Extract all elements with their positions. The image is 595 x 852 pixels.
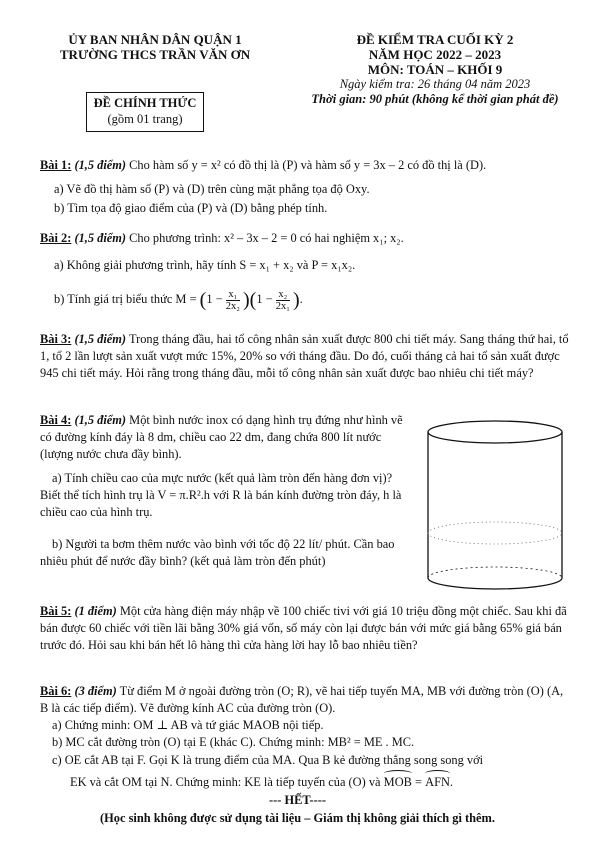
q4-a: a) Tính chiều cao của mực nước (kết quả làm tròn đến hàng đơn vị)? Biết thể tích hình trụ là V = π.R².h với R là bán kính đường tròn đáy, h là chiều cao của hình trụ. (40, 471, 402, 519)
q5-text: Một cửa hàng điện máy nhập về 100 chiếc tivi với giá 10 triệu đồng một chiếc. Sau khi đã bán được 60 chiếc với tiền lãi bằng 30% giá vốn, số máy còn lại được bán với mức giá bằng 65% giá bán trước đó. Hỏi sau khi bán hết lô hàng thì cửa hàng lời hay lỗ bao nhiêu tiền? (40, 604, 567, 652)
q3-text: Trong tháng đầu, hai tổ công nhân sản xuất được 800 chi tiết máy. Sang tháng thứ hai, tổ 1, tổ 2 lần lượt sản xuất vượt mức 15%, 20% so với tháng đầu. Do đó, cuối tháng cả hai tổ sản xuất được 945 chi tiết máy. Hỏi rằng trong tháng đầu, mỗi tổ công nhân sản xuất được bao nhiêu chi tiết máy? (40, 332, 569, 380)
q2-points: (1,5 điểm) (74, 231, 127, 245)
q2-stem (40, 230, 570, 247)
q1-a: a) Vẽ đồ thị hàm số (P) và (D) trên cùng mặt phẳng tọa độ Oxy. (54, 182, 370, 196)
q4-points: (1,5 điểm) (74, 413, 127, 427)
q6-b: b) MC cắt đường tròn (O) tại E (khác C). Chứng minh: MB² = ME . MC. (52, 735, 415, 749)
arc-mob: MOB (383, 775, 412, 789)
school-year: NĂM HỌC 2022 – 2023 (368, 47, 502, 62)
q6-c2-prefix: EK và cắt OM tại N. Chứng minh: KE là tiếp tuyến của (O) và (70, 775, 381, 789)
q2-label: Bài 2: (40, 231, 72, 245)
q3-points: (1,5 điểm) (74, 332, 127, 346)
q6-stem (40, 683, 570, 717)
q6-c: c) OE cắt AB tại F. Gọi K là trung điểm của MA. Qua B kẻ đường thẳng song song với (52, 753, 484, 767)
q3-label: Bài 3: (40, 332, 72, 346)
official-title: ĐỀ CHÍNH THỨC (93, 96, 197, 110)
arc-afn: AFN (425, 775, 450, 789)
header-right (300, 32, 570, 107)
q4-b: b) Người ta bơm thêm nước vào bình với tốc độ 22 lít/ phút. Cần bao nhiêu phút để nước đầy bình? (kết quả làm tròn đến phút) (40, 537, 395, 568)
q3-stem (40, 331, 570, 382)
q4-text: Một bình nước inox có dạng hình trụ đứng như hình vẽ có đường kính đáy là 8 dm, chiều cao 22 dm, đang chứa 800 lít nước (lượng nước chưa đầy bình). (40, 413, 403, 461)
cylinder-figure (424, 418, 566, 594)
q5-stem (40, 603, 570, 654)
q6-text: Từ điểm M ở ngoài đường tròn (O; R), vẽ hai tiếp tuyến MA, MB với đường tròn (O) (A, B là các tiếp điểm). Vẽ đường kính AC của đường tròn (O). (40, 684, 564, 715)
district-name: ỦY BAN NHÂN DÂN QUẬN 1 (68, 32, 242, 47)
subject: MÔN: TOÁN – KHỐI 9 (367, 62, 503, 77)
footer-note: (Học sinh không được sử dụng tài liệu – Giám thị không giải thích gì thêm. (100, 811, 495, 825)
header-left (30, 32, 280, 62)
q2-a: a) Không giải phương trình, hãy tính S = x₁ + x₂ và P = x₁x₂. (54, 258, 356, 272)
official-box (86, 92, 204, 132)
page-count: (gồm 01 trang) (107, 112, 183, 126)
q1-text: Cho hàm số y = x² có đồ thị là (P) và hàm số y = 3x – 2 có đồ thị là (D). (129, 158, 487, 172)
exam-date: Ngày kiểm tra: 26 tháng 04 năm 2023 (339, 77, 531, 91)
q6-points: (3 điểm) (74, 684, 117, 698)
q1-label: Bài 1: (40, 158, 72, 172)
q6-c2: EK và cắt OM tại N. Chứng minh: KE là tiếp tuyến của (O) và MOB = AFN. (70, 775, 454, 789)
q2-fraction-1: $\frac{\text{x₁}}{\text{2x₂}}$ (225, 288, 240, 312)
q2-fraction-2: $\frac{\text{x₂}}{\text{2x₁}}$ (275, 288, 290, 312)
q2-text: Cho phương trình: x² – 3x – 2 = 0 có hai nghiệm x₁; x₂. (129, 231, 404, 245)
arc-equals: = (415, 775, 423, 789)
q5-points: (1 điểm) (74, 604, 117, 618)
q2-b-prefix: b) Tính giá trị biểu thức M = (54, 292, 197, 306)
q6-label: Bài 6: (40, 684, 72, 698)
q4-label: Bài 4: (40, 413, 72, 427)
school-name: TRƯỜNG THCS TRẦN VĂN ƠN (59, 47, 251, 62)
q6-a: a) Chứng minh: OM ⊥ AB và tứ giác MAOB nội tiếp. (52, 718, 324, 732)
q1-stem (40, 157, 570, 174)
q2-b: b) Tính giá trị biểu thức M = (1 − $\frac{\text{x₁}}{\text{2x₂}}$ )(1 − $\frac{\text{x₂}}{\text{2x₁}}$ ). (54, 288, 303, 312)
exam-duration: Thời gian: 90 phút (không kể thời gian phát đề) (311, 92, 559, 106)
exam-title: ĐỀ KIỂM TRA CUỐI KỲ 2 (356, 32, 514, 47)
end-marker: --- HẾT---- (268, 793, 326, 807)
q1-b: b) Tìm tọa độ giao điểm của (P) và (D) bằng phép tính. (54, 201, 328, 215)
q1-points: (1,5 điểm) (74, 158, 127, 172)
q5-label: Bài 5: (40, 604, 72, 618)
q4-stem (40, 412, 415, 463)
